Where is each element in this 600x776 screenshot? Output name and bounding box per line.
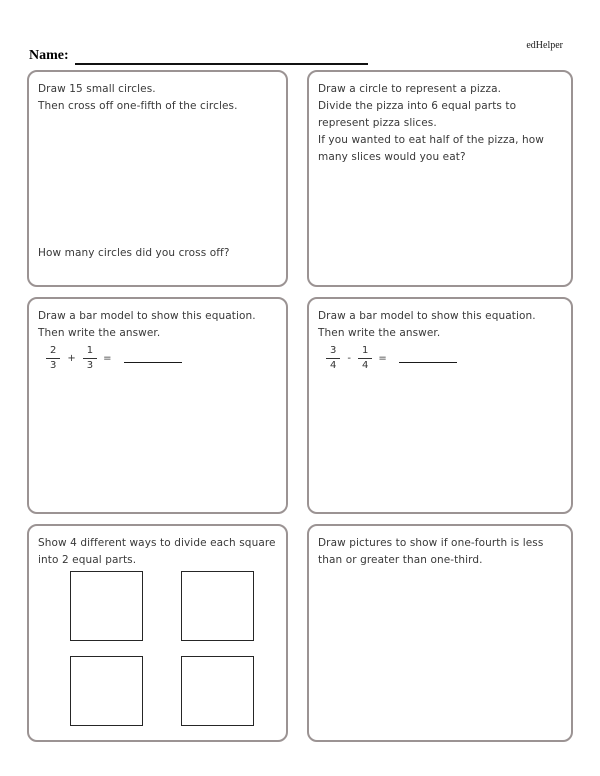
problem-text: Draw pictures to show if one-fourth is less than or greater than one-third. <box>318 537 544 566</box>
problem-question: How many circles did you cross off? <box>38 247 230 259</box>
fraction <box>83 345 97 372</box>
drawing-squares-grid <box>70 571 278 726</box>
problem-text: Then cross off one-fifth of the circles. <box>38 100 238 112</box>
fraction-numerator: 3 <box>326 345 340 359</box>
equals-sign: = <box>378 353 387 364</box>
fraction-denominator: 3 <box>86 360 94 371</box>
problem-box-circles <box>27 70 288 287</box>
worksheet-grid <box>27 70 573 742</box>
problem-text: Then write the answer. <box>38 327 161 339</box>
problem-text: Draw a bar model to show this equation. <box>38 310 256 322</box>
problem-text: Draw a circle to represent a pizza. <box>318 83 502 95</box>
fraction <box>358 345 372 372</box>
drawing-square <box>70 571 143 641</box>
fraction-numerator: 1 <box>358 345 372 359</box>
problem-box-compare-fractions <box>307 524 573 742</box>
name-label: Name: <box>29 48 69 63</box>
problem-box-pizza <box>307 70 573 287</box>
fraction-denominator: 4 <box>330 360 337 371</box>
equals-sign: = <box>103 353 112 364</box>
problem-text: Divide the pizza into 6 equal parts to represent pizza slices. <box>318 100 517 129</box>
name-blank-line[interactable] <box>75 63 368 65</box>
problem-box-divide-squares <box>27 524 288 742</box>
fraction <box>46 345 60 372</box>
fraction-denominator: 3 <box>50 360 57 371</box>
problem-box-bar-model-addition <box>27 297 288 514</box>
minus-operator: - <box>347 353 351 364</box>
fraction-denominator: 4 <box>361 360 369 371</box>
equation-subtraction <box>326 345 563 372</box>
fraction <box>326 345 340 372</box>
fraction-numerator: 1 <box>83 345 97 359</box>
equation-addition <box>46 345 278 372</box>
plus-operator: + <box>67 353 76 364</box>
problem-box-bar-model-subtraction <box>307 297 573 514</box>
answer-blank-line[interactable] <box>124 362 182 363</box>
problem-text: Draw a bar model to show this equation. <box>318 310 536 322</box>
problem-text: Draw 15 small circles. <box>38 83 156 95</box>
fraction-numerator: 2 <box>46 345 60 359</box>
problem-text: Then write the answer. <box>318 327 441 339</box>
edhelper-logo: edHelper <box>526 40 563 51</box>
problem-text: Show 4 different ways to divide each square into 2 equal parts. <box>38 537 276 566</box>
drawing-square <box>70 656 143 726</box>
drawing-square <box>181 571 254 641</box>
problem-text: If you wanted to eat half of the pizza, how many slices would you eat? <box>318 134 544 163</box>
answer-blank-line[interactable] <box>399 362 457 363</box>
drawing-square <box>181 656 254 726</box>
